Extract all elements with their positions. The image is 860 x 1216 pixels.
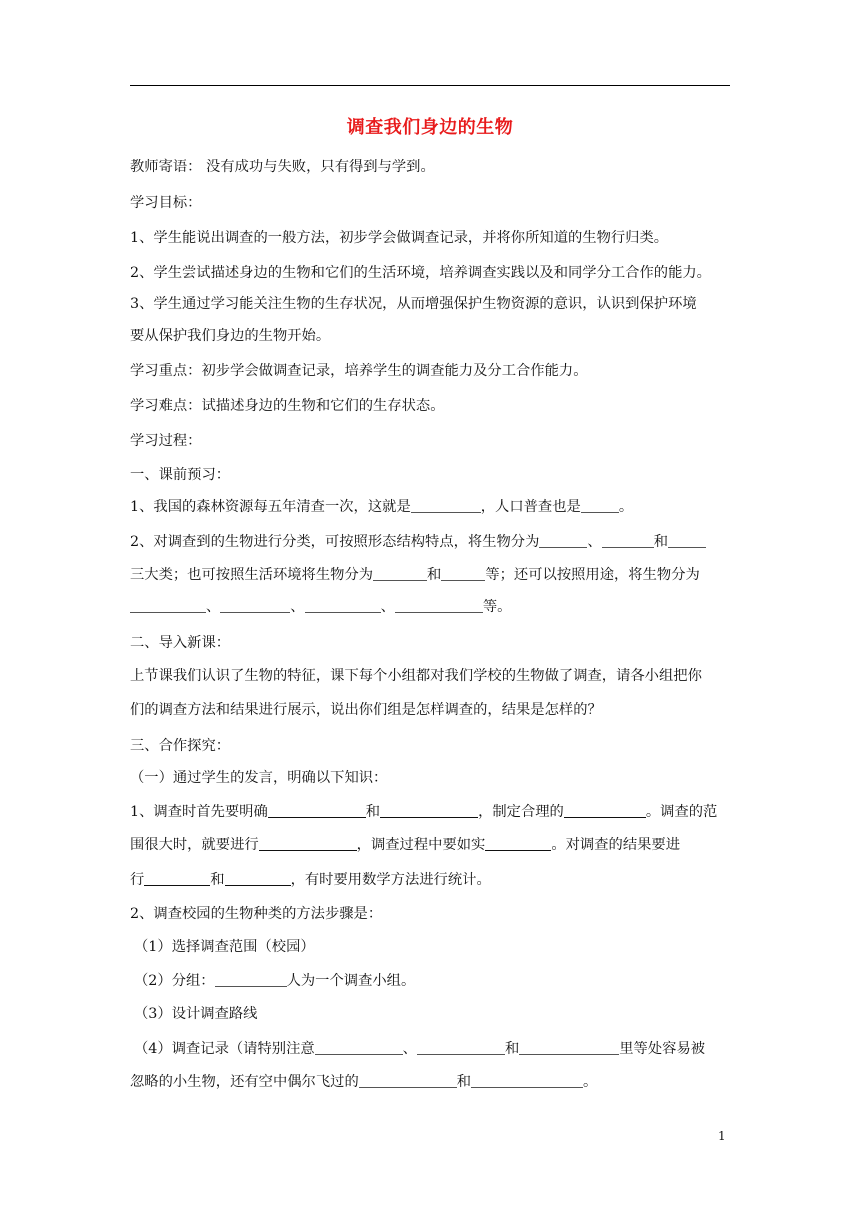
- fill-blank[interactable]: [581, 498, 619, 513]
- k1c-text-a: 行: [130, 872, 145, 888]
- q2c-text-a: 、: [206, 599, 221, 615]
- fill-blank[interactable]: [215, 972, 287, 987]
- fill-blank[interactable]: [539, 533, 587, 548]
- preview-question-2-line3: [130, 597, 732, 617]
- fill-blank[interactable]: [144, 871, 210, 886]
- survey-steps-heading: 2、调查校园的生物种类的方法步骤是：: [130, 906, 383, 922]
- learning-goals-heading: 学习目标：: [130, 195, 202, 211]
- knowledge-1-line3: [130, 870, 732, 890]
- q2-text-a: 2、对调查到的生物进行分类，可按照形态结构特点，将生物分为: [130, 534, 540, 550]
- fill-blank[interactable]: [220, 598, 290, 613]
- teacher-motto: 教师寄语： 没有成功与失败，只有得到与学到。: [130, 159, 435, 175]
- step4a-text-d: 里等处容易被: [619, 1041, 706, 1057]
- fill-blank[interactable]: [268, 803, 366, 818]
- q1-text-c: 。: [618, 499, 634, 515]
- fill-blank[interactable]: [602, 533, 654, 548]
- step4a-text-a: （4）调查记录（请特别注意: [134, 1041, 315, 1057]
- intro-heading: 二、导入新课：: [130, 635, 231, 651]
- q2c-text-d: 等。: [482, 599, 512, 615]
- fill-blank[interactable]: [130, 598, 206, 613]
- knowledge-1-line1: [130, 802, 732, 822]
- fill-blank[interactable]: [564, 803, 646, 818]
- fill-blank[interactable]: [471, 1073, 583, 1088]
- knowledge-1-line2: [130, 835, 732, 855]
- survey-step-4-line2: [130, 1072, 732, 1092]
- intro-paragraph-line2: 们的调查方法和结果进行展示，说出你们组是怎样调查的，结果是怎样的？: [130, 702, 602, 718]
- survey-step-4-line1: [134, 1039, 736, 1059]
- survey-step-3: （3）设计调查路线: [134, 1006, 258, 1022]
- explore-heading: 三、合作探究：: [130, 738, 231, 754]
- fill-blank[interactable]: [359, 1073, 457, 1088]
- k1b-text-c: 。对调查的结果要进: [551, 837, 681, 853]
- fill-blank[interactable]: [225, 871, 291, 886]
- fill-blank[interactable]: [305, 598, 381, 613]
- header-rule: [130, 85, 730, 86]
- learning-goal-3-line1: 3、学生通过学习能关注生物的生存状况，从而增强保护生物资源的意识，认识到保护环境: [130, 296, 697, 312]
- q1-text-a: 1、我国的森林资源每五年清查一次，这就是: [130, 499, 411, 515]
- preview-question-2-line1: [130, 532, 732, 552]
- q2c-text-c: 、: [380, 599, 395, 615]
- q2b-text-b: 和: [427, 567, 442, 583]
- learning-process-heading: 学习过程：: [130, 433, 202, 449]
- preview-question-2-line2: [130, 565, 732, 585]
- step4a-text-b: 、: [402, 1041, 417, 1057]
- step2-text-b: 人为一个调查小组。: [286, 973, 416, 989]
- fill-blank[interactable]: [380, 803, 478, 818]
- fill-blank[interactable]: [417, 1040, 505, 1055]
- k1c-text-c: ，有时要用数学方法进行统计。: [290, 872, 491, 888]
- k1b-text-b: ，调查过程中要如实: [356, 837, 486, 853]
- q2-text-c: 和: [653, 534, 668, 550]
- q2b-text-a: 三大类；也可按照生活环境将生物分为: [130, 567, 374, 583]
- fill-blank[interactable]: [373, 566, 427, 581]
- fill-blank[interactable]: [315, 1040, 403, 1055]
- explore-subheading: （一）通过学生的发言，明确以下知识：: [130, 770, 388, 786]
- page-number: 1: [718, 1129, 726, 1143]
- step4b-text-c: 。: [583, 1074, 598, 1090]
- q1-text-b: ，人口普查也是: [480, 499, 581, 515]
- q2c-text-b: 、: [290, 599, 305, 615]
- learning-goal-3-line2: 要从保护我们身边的生物开始。: [130, 328, 331, 344]
- difficult-point: 学习难点：试描述身边的生物和它们的生存状态。: [130, 398, 445, 414]
- q2-text-b: 、: [587, 534, 602, 550]
- fill-blank[interactable]: [395, 598, 483, 613]
- survey-step-2: [134, 971, 736, 991]
- k1a-text-b: 和: [365, 804, 381, 820]
- step4b-text-b: 和: [456, 1074, 472, 1090]
- intro-paragraph-line1: 上节课我们认识了生物的特征，课下每个小组都对我们学校的生物做了调查，请各小组把你: [130, 668, 702, 684]
- k1a-text-c: ，制定合理的: [478, 804, 564, 820]
- k1a-text-a: 1、调查时首先要明确: [130, 804, 268, 820]
- step2-text-a: （2）分组：: [134, 973, 215, 989]
- learning-goal-1: 1、学生能说出调查的一般方法，初步学会做调查记录，并将你所知道的生物行归类。: [130, 230, 669, 246]
- page-title: 调查我们身边的生物: [346, 117, 514, 138]
- q2b-text-c: 等；还可以按照用途，将生物分为: [485, 567, 700, 583]
- fill-blank[interactable]: [519, 1040, 619, 1055]
- fill-blank[interactable]: [668, 533, 706, 548]
- step4b-text-a: 忽略的小生物，还有空中偶尔飞过的: [130, 1074, 359, 1090]
- k1c-text-b: 和: [210, 872, 225, 888]
- fill-blank[interactable]: [441, 566, 485, 581]
- fill-blank[interactable]: [411, 498, 481, 513]
- preview-question-1: [130, 497, 732, 517]
- fill-blank[interactable]: [485, 836, 551, 851]
- k1a-text-d: 。调查的范: [645, 804, 718, 820]
- preview-heading: 一、课前预习：: [130, 467, 231, 483]
- step4a-text-c: 和: [504, 1041, 520, 1057]
- fill-blank[interactable]: [259, 836, 357, 851]
- k1b-text-a: 围很大时，就要进行: [130, 837, 259, 853]
- learning-goal-2: 2、学生尝试描述身边的生物和它们的生活环境，培养调查实践以及和同学分工合作的能力。: [130, 265, 711, 281]
- key-point: 学习重点：初步学会做调查记录，培养学生的调查能力及分工合作能力。: [130, 363, 588, 379]
- survey-step-1: （1）选择调查范围（校园）: [134, 939, 315, 955]
